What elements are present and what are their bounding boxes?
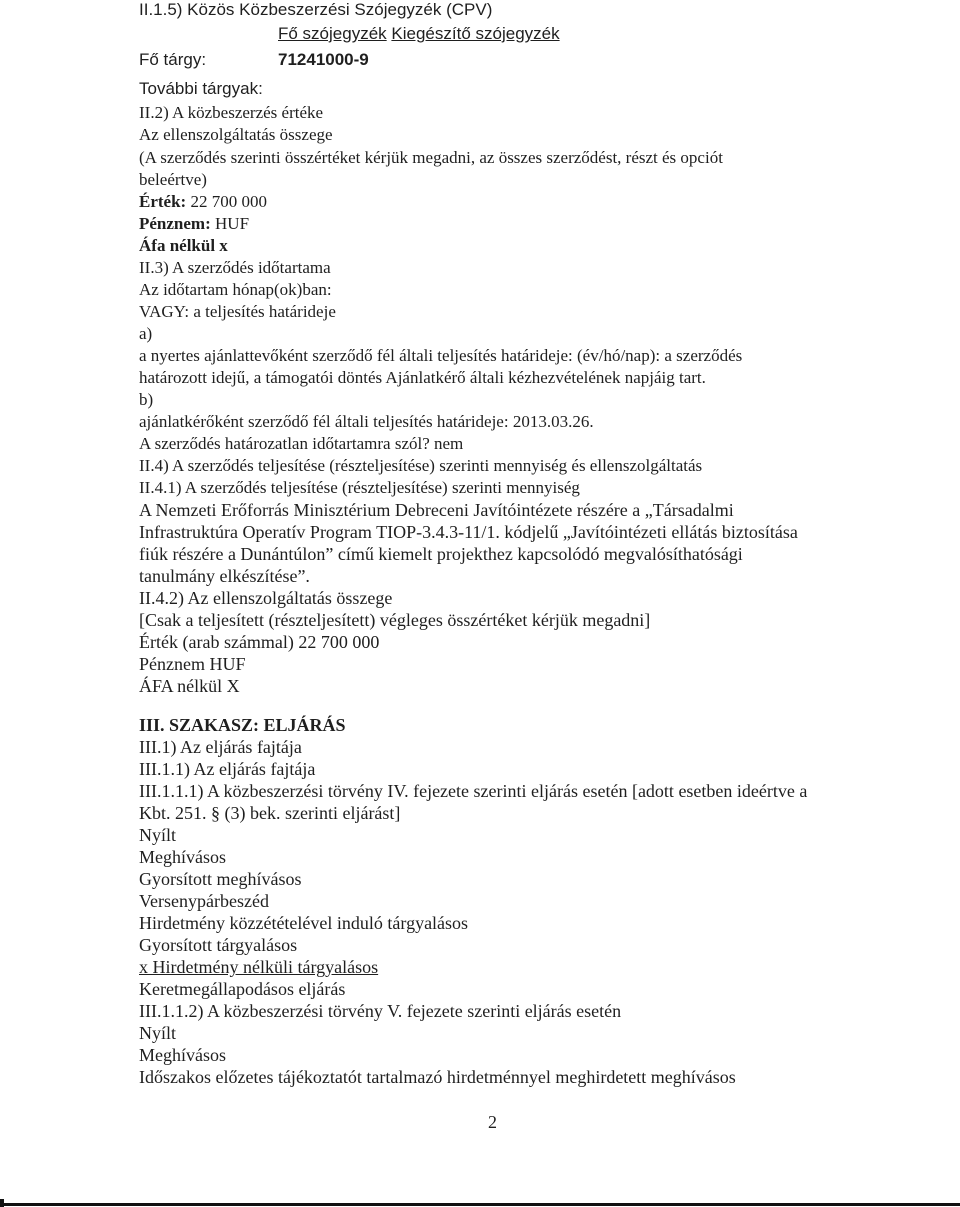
option-accelerated-negotiated: Gyorsított tárgyalásos bbox=[139, 935, 298, 955]
duration-b-label: b) bbox=[139, 390, 154, 409]
option-negotiated-with-notice: Hirdetmény közzétételével induló tárgyalásos bbox=[139, 913, 469, 933]
payment-heading: II.4.2) Az ellenszolgáltatás összege bbox=[139, 588, 393, 608]
quantity-text-4: tanulmány elkészítése”. bbox=[139, 566, 310, 586]
option-open: Nyílt bbox=[139, 825, 177, 845]
bottom-rule bbox=[0, 1203, 960, 1206]
cpv-supplementary-vocabulary: Kiegészítő szójegyzék bbox=[391, 24, 560, 43]
page-bottom-border bbox=[0, 1196, 960, 1207]
cpv-column-headers bbox=[278, 24, 560, 44]
payment-value: Érték (arab számmal) 22 700 000 bbox=[139, 632, 380, 652]
procedure-iv-line-1: III.1.1.1) A közbeszerzési törvény IV. fejezete szerinti eljárás esetén [adott esetben ideértve a bbox=[139, 781, 808, 801]
quantity-heading: II.4) A szerződés teljesítése (részteljesítése) szerinti mennyiség és ellenszolgáltatás bbox=[139, 456, 703, 475]
option-framework-agreement: Keretmegállapodásos eljárás bbox=[139, 979, 346, 999]
payment-vat: ÁFA nélkül X bbox=[139, 676, 240, 696]
duration-b-line-1: ajánlatkérőként szerződő fél általi teljesítés határideje: 2013.03.26. bbox=[139, 412, 594, 431]
page-number: 2 bbox=[488, 1112, 497, 1132]
value-sub: Az ellenszolgáltatás összege bbox=[139, 125, 333, 144]
quantity-sub: II.4.1) A szerződés teljesítése (részteljesítése) szerinti mennyiség bbox=[139, 478, 580, 497]
option-v-open: Nyílt bbox=[139, 1023, 177, 1043]
quantity-text-2: Infrastruktúra Operatív Program TIOP-3.4.3-11/1. kódjelű „Javítóintézeti ellátás biztosítása bbox=[139, 522, 798, 542]
procedure-iv-line-2: Kbt. 251. § (3) bek. szerinti eljárást] bbox=[139, 803, 401, 823]
bottom-rule-cap bbox=[0, 1199, 4, 1207]
cpv-main-label: Fő tárgy: bbox=[139, 50, 207, 69]
quantity-text-3: fiúk részére a Dunántúlon” című kiemelt projekthez kapcsolódó megvalósíthatósági bbox=[139, 544, 743, 564]
duration-a-line-1: a nyertes ajánlattevőként szerződő fél általi teljesítés határideje: (év/hó/nap): a szerződés bbox=[139, 346, 743, 365]
value-label: Érték: bbox=[139, 192, 187, 211]
currency-line bbox=[139, 214, 249, 234]
procedure-type-heading: III.1) Az eljárás fajtája bbox=[139, 737, 302, 757]
section-3-title: III. SZAKASZ: ELJÁRÁS bbox=[139, 715, 346, 735]
duration-or-deadline: VAGY: a teljesítés határideje bbox=[139, 302, 336, 321]
option-v-periodic-notice: Időszakos előzetes tájékoztatót tartalmazó hirdetménnyel meghirdetett meghívásos bbox=[139, 1067, 736, 1087]
procedure-type-sub: III.1.1) Az eljárás fajtája bbox=[139, 759, 316, 779]
value-note-1: (A szerződés szerinti összértéket kérjük megadni, az összes szerződést, részt és opciót bbox=[139, 148, 723, 167]
duration-months: Az időtartam hónap(ok)ban: bbox=[139, 280, 332, 299]
quantity-text-1: A Nemzeti Erőforrás Minisztérium Debreceni Javítóintézete részére a „Társadalmi bbox=[139, 500, 734, 520]
value-note-2: beleértve) bbox=[139, 170, 207, 189]
duration-a-label: a) bbox=[139, 324, 153, 343]
cpv-more-label: További tárgyak: bbox=[139, 79, 263, 98]
option-accelerated-restricted: Gyorsított meghívásos bbox=[139, 869, 302, 889]
option-restricted: Meghívásos bbox=[139, 847, 226, 867]
value-amount: 22 700 000 bbox=[190, 192, 267, 211]
currency-value: HUF bbox=[215, 214, 250, 233]
cpv-heading: II.1.5) Közös Közbeszerzési Szójegyzék (CPV) bbox=[139, 0, 493, 19]
value-line bbox=[139, 192, 267, 212]
duration-a-line-2: határozott idejű, a támogatói döntés Ajánlatkérő általi kézhezvételének napjáig tart. bbox=[139, 368, 706, 387]
cpv-main-vocabulary: Fő szójegyzék bbox=[278, 24, 387, 43]
duration-indefinite: A szerződés határozatlan időtartamra szól? nem bbox=[139, 434, 464, 453]
vat-line: Áfa nélkül x bbox=[139, 236, 228, 255]
procedure-v-heading: III.1.1.2) A közbeszerzési törvény V. fejezete szerinti eljárás esetén bbox=[139, 1001, 622, 1021]
cpv-main-code: 71241000-9 bbox=[278, 50, 369, 69]
currency-label: Pénznem: bbox=[139, 214, 211, 233]
option-competitive-dialogue: Versenypárbeszéd bbox=[139, 891, 269, 911]
value-heading: II.2) A közbeszerzés értéke bbox=[139, 103, 324, 122]
duration-heading: II.3) A szerződés időtartama bbox=[139, 258, 331, 277]
option-negotiated-without-notice-selected: x Hirdetmény nélküli tárgyalásos bbox=[139, 957, 379, 977]
payment-note: [Csak a teljesített (részteljesített) végleges összértéket kérjük megadni] bbox=[139, 610, 651, 630]
payment-currency: Pénznem HUF bbox=[139, 654, 246, 674]
option-v-restricted: Meghívásos bbox=[139, 1045, 226, 1065]
